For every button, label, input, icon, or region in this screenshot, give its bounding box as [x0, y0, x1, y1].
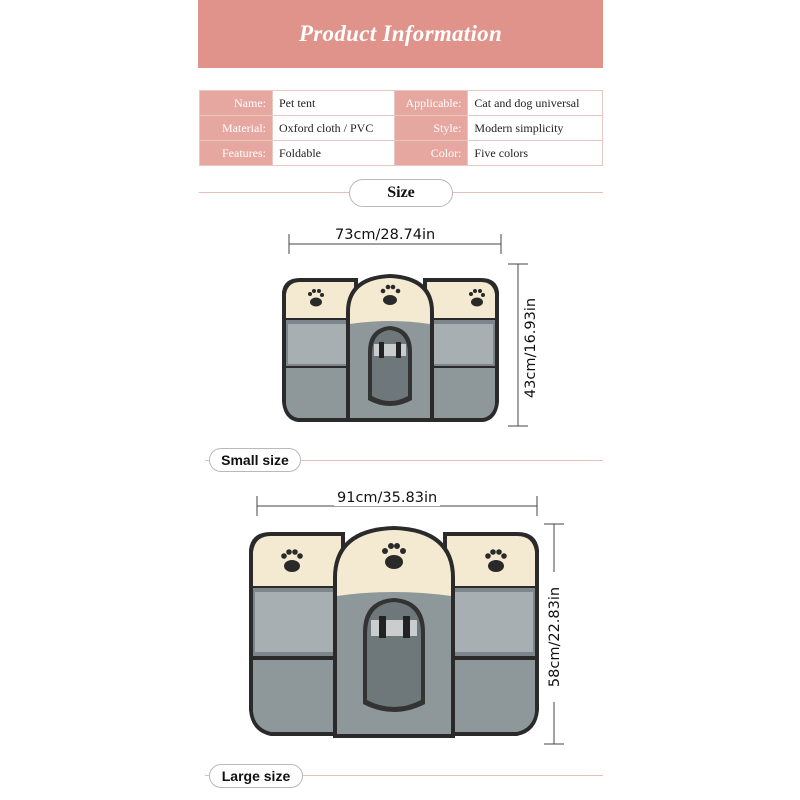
page-title: Product Information	[298, 21, 503, 46]
large-tent-image	[245, 524, 543, 746]
large-height-label: 58cm/22.83in	[547, 572, 567, 702]
features-value: Foldable	[273, 141, 395, 166]
name-label: Name:	[200, 91, 273, 116]
product-info-table	[199, 90, 603, 166]
style-label: Style:	[395, 116, 468, 141]
features-label: Features:	[200, 141, 273, 166]
material-label: Material:	[200, 116, 273, 141]
applicable-label: Applicable:	[395, 91, 468, 116]
table-row	[200, 91, 603, 116]
table-row	[200, 116, 603, 141]
large-width-label: 91cm/35.83in	[334, 490, 440, 506]
small-size-label: Small size	[209, 448, 301, 472]
applicable-value: Cat and dog universal	[468, 91, 603, 116]
large-size-label: Large size	[209, 764, 303, 788]
style-value: Modern simplicity	[468, 116, 603, 141]
size-heading: Size	[349, 179, 453, 207]
table-row	[200, 141, 603, 166]
color-label: Color:	[395, 141, 468, 166]
color-value: Five colors	[468, 141, 603, 166]
small-width-label: 73cm/28.74in	[332, 227, 438, 243]
small-tent-image	[278, 272, 503, 432]
product-info-banner	[198, 0, 603, 68]
name-value: Pet tent	[273, 91, 395, 116]
small-height-label: 43cm/16.93in	[523, 283, 543, 413]
material-value: Oxford cloth / PVC	[273, 116, 395, 141]
